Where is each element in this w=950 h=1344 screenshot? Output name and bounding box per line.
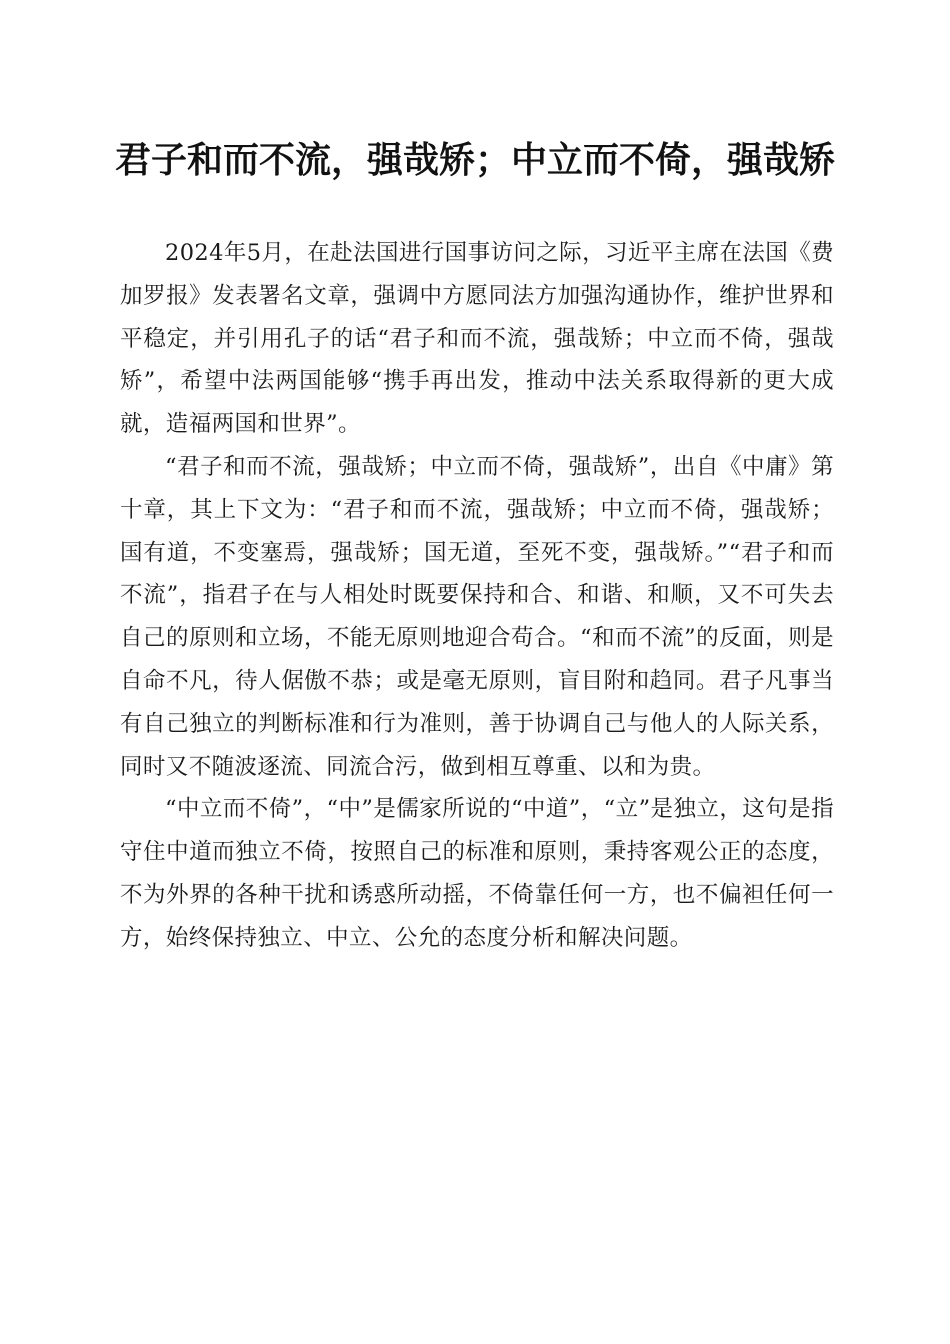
paragraph: “君子和而不流，强哉矫；中立而不倚，强哉矫”，出自《中庸》第十章，其上下文为：“君子和而不流，强哉矫；中立而不倚，强哉矫；国有道，不变塞焉，强哉矫；国无道，至死不变，强哉矫。”“君子和而不流”，指君子在与人相处时既要保持和合、和谐、和顺，又不可失去自己的原则和立场，不能无原则地迎合苟合。“和而不流”的反面，则是自命不凡，待人倨傲不恭；或是毫无原则，盲目附和趋同。君子凡事当有自己独立的判断标准和行为准则，善于协调自己与他人的人际关系，同时又不随波逐流、同流合污，做到相互尊重、以和为贵。: [120, 453, 834, 780]
paragraph: 2024年5月，在赴法国进行国事访问之际，习近平主席在法国《费加罗报》发表署名文章，强调中方愿同法方加强沟通协作，维护世界和平稳定，并引用孔子的话“君子和而不流，强哉矫；中立而不倚，强哉矫”，希望中法两国能够“携手再出发，推动中法关系取得新的更大成就，造福两国和世界”。: [120, 240, 834, 438]
document-body: [120, 232, 834, 960]
paragraph: “中立而不倚”，“中”是儒家所说的“中道”，“立”是独立，这句是指守住中道而独立不倚，按照自己的标准和原则，秉持客观公正的态度，不为外界的各种干扰和诱惑所动摇，不倚靠任何一方，也不偏袒任何一方，始终保持独立、中立、公允的态度分析和解决问题。: [120, 796, 834, 951]
document-title: 君子和而不流，强哉矫；中立而不倚，强哉矫: [114, 139, 835, 181]
